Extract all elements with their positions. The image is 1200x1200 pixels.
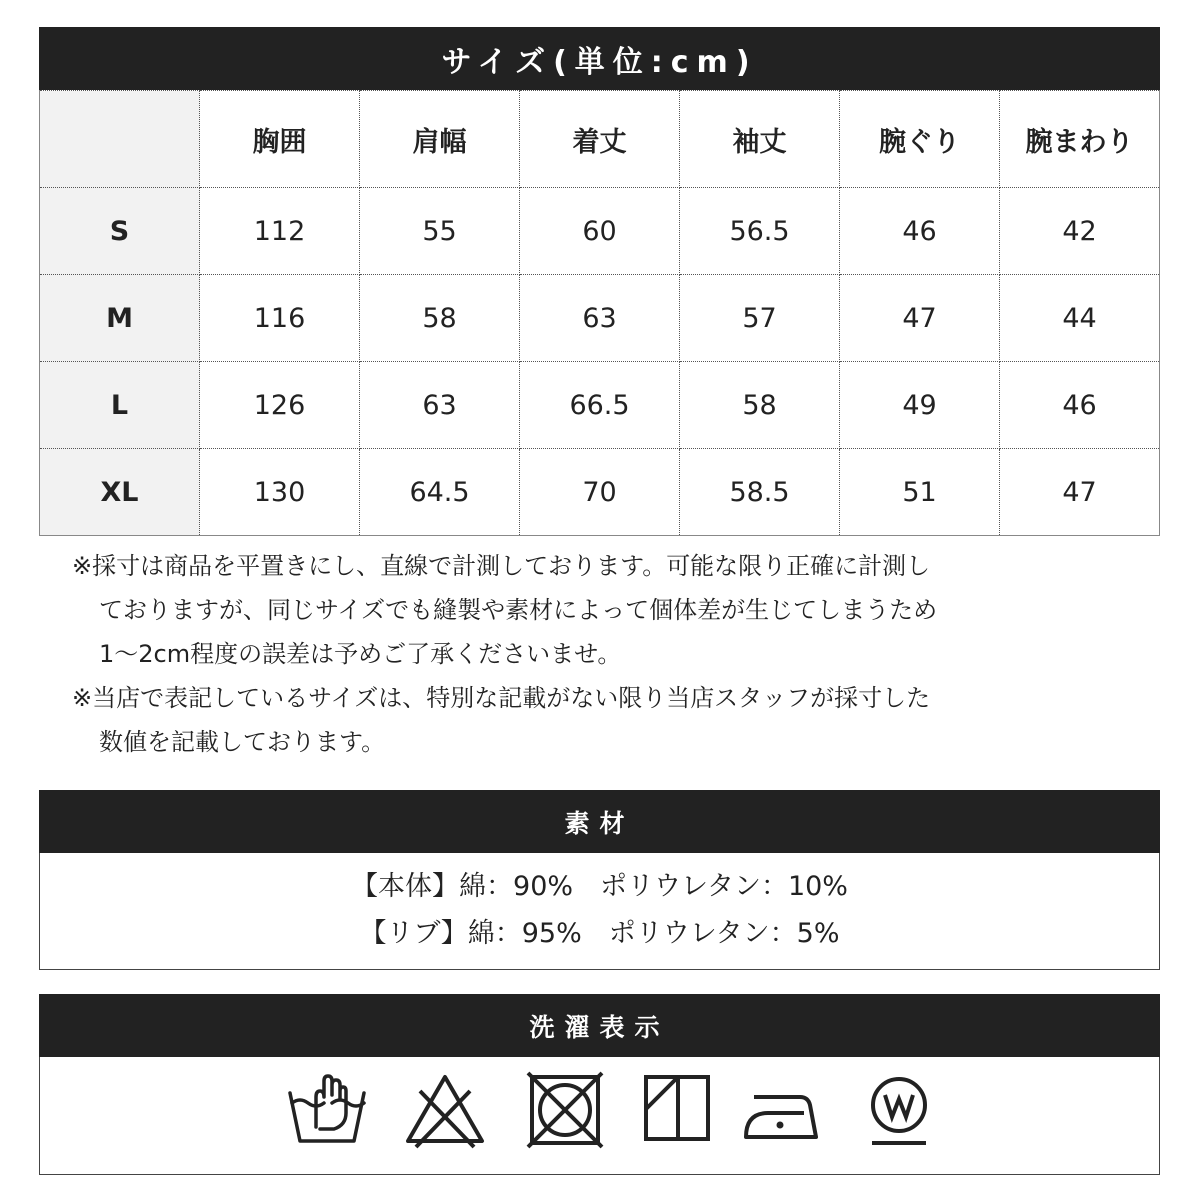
table-cell: 47 <box>1000 449 1160 536</box>
size-label: S <box>40 188 200 275</box>
size-table <box>39 90 1160 536</box>
material-line-rib: 【リブ】綿：95% ポリウレタン：5% <box>359 918 840 949</box>
size-label: M <box>40 275 200 362</box>
table-cell: 58 <box>360 275 520 362</box>
column-header: 袖丈 <box>680 91 840 188</box>
table-cell: 58.5 <box>680 449 840 536</box>
table-cell: 116 <box>200 275 360 362</box>
hand-wash-icon <box>286 1069 368 1151</box>
line-dry-shade-icon <box>638 1069 720 1151</box>
table-cell: 130 <box>200 449 360 536</box>
material-line-body: 【本体】綿：90% ポリウレタン：10% <box>351 871 848 902</box>
corner-cell <box>40 91 200 188</box>
measurement-notes <box>72 544 1072 764</box>
table-cell: 49 <box>840 362 1000 449</box>
care-section-header <box>39 994 1160 1057</box>
table-cell: 70 <box>520 449 680 536</box>
table-cell: 56.5 <box>680 188 840 275</box>
table-cell: 44 <box>1000 275 1160 362</box>
column-header: 肩幅 <box>360 91 520 188</box>
table-cell: 63 <box>520 275 680 362</box>
table-cell: 46 <box>840 188 1000 275</box>
size-label: L <box>40 362 200 449</box>
note-line: ※採寸は商品を平置きにし、直線で計測しております。可能な限り正確に計測し <box>72 552 931 580</box>
table-cell: 60 <box>520 188 680 275</box>
table-cell: 126 <box>200 362 360 449</box>
wet-cleaning-icon <box>858 1069 940 1151</box>
column-header: 腕ぐり <box>840 91 1000 188</box>
no-tumble-dry-icon <box>524 1069 606 1151</box>
note-line: 1～2cm程度の誤差は予めご了承くださいませ。 <box>99 640 622 668</box>
table-header-row <box>40 91 1160 188</box>
column-header: 胸囲 <box>200 91 360 188</box>
table-cell: 58 <box>680 362 840 449</box>
table-cell: 51 <box>840 449 1000 536</box>
no-bleach-icon <box>404 1069 486 1151</box>
table-row <box>40 362 1160 449</box>
size-section-header <box>39 27 1160 90</box>
note-line: 数値を記載しております。 <box>99 728 386 756</box>
table-cell: 63 <box>360 362 520 449</box>
low-iron-icon <box>742 1069 824 1151</box>
table-cell: 55 <box>360 188 520 275</box>
care-box <box>39 1057 1160 1175</box>
table-cell: 46 <box>1000 362 1160 449</box>
table-cell: 64.5 <box>360 449 520 536</box>
table-cell: 112 <box>200 188 360 275</box>
material-box <box>39 853 1160 970</box>
material-section-title: 素材 <box>564 808 635 838</box>
column-header: 腕まわり <box>1000 91 1160 188</box>
table-cell: 57 <box>680 275 840 362</box>
table-cell: 42 <box>1000 188 1160 275</box>
table-row <box>40 275 1160 362</box>
table-row <box>40 188 1160 275</box>
size-label: XL <box>40 449 200 536</box>
note-line: ておりますが、同じサイズでも縫製や素材によって個体差が生じてしまうため <box>99 596 938 624</box>
table-cell: 66.5 <box>520 362 680 449</box>
care-section-title: 洗濯表示 <box>529 1012 670 1042</box>
note-line: ※当店で表記しているサイズは、特別な記載がない限り当店スタッフが採寸した <box>72 684 931 712</box>
column-header: 着丈 <box>520 91 680 188</box>
size-section-title: サイズ(単位:cm) <box>441 44 758 80</box>
material-section-header <box>39 790 1160 853</box>
table-row <box>40 449 1160 536</box>
table-cell: 47 <box>840 275 1000 362</box>
